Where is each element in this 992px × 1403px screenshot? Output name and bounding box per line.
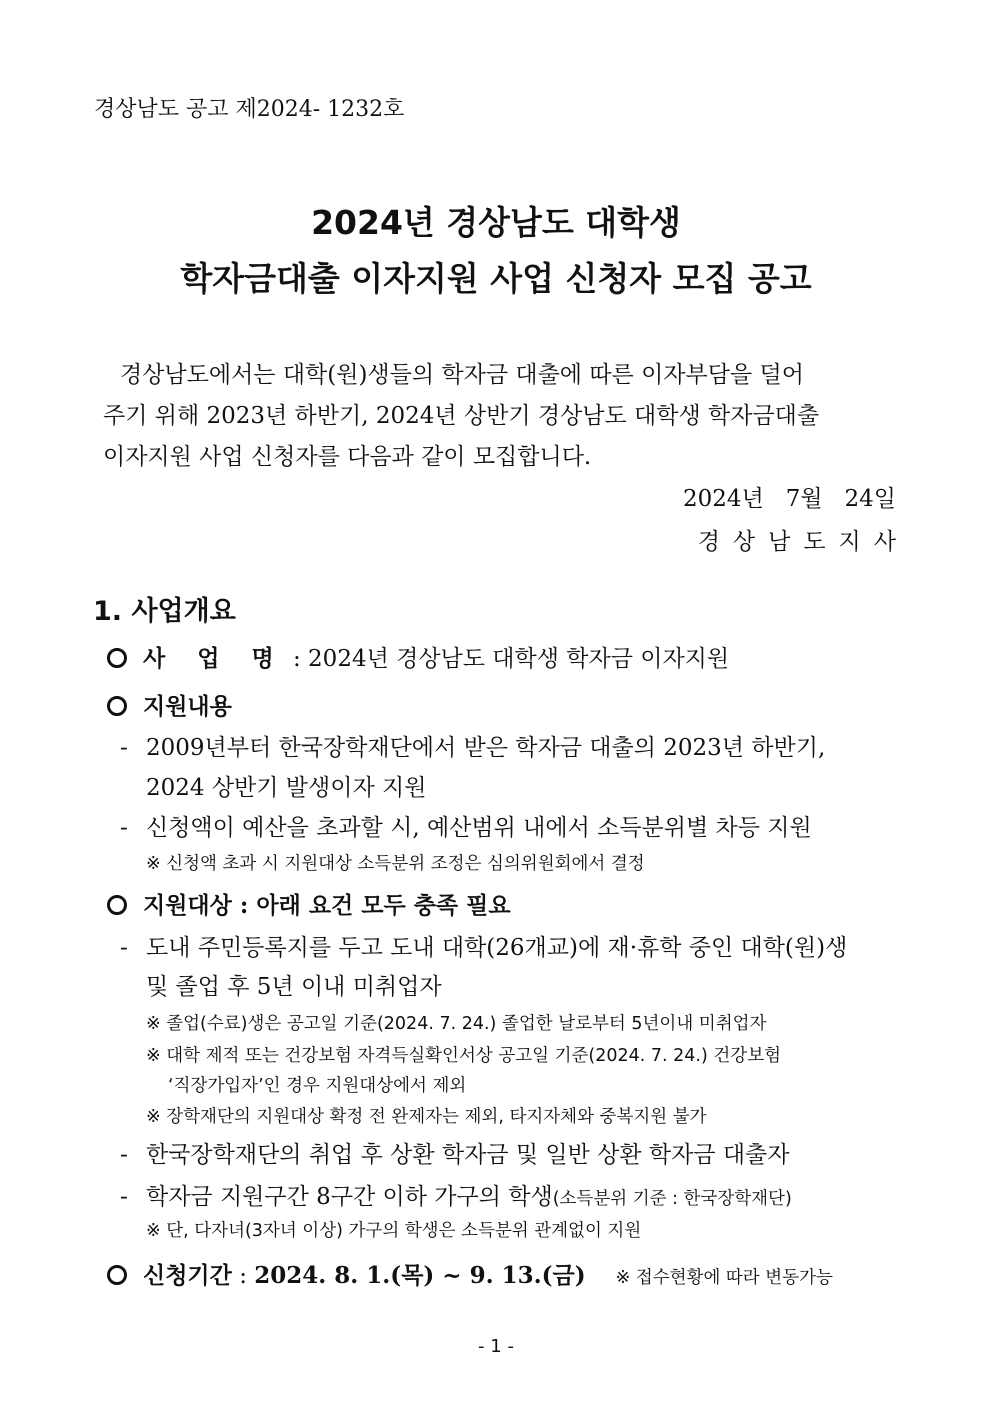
period-separator: : [239,1263,247,1289]
target-item-1-note1: ※ 졸업(수료)생은 공고일 기준(2024. 7. 24.) 졸업한 날로부터 5년이내 미취업자 [146,1014,767,1034]
dash-bullet: - [120,1142,128,1168]
project-name-row [107,640,729,673]
period-note: ※ 접수현황에 따라 변동가능 [615,1268,833,1288]
period-label: 신청기간 [143,1262,232,1289]
dash-bullet: - [120,1184,128,1210]
support-item-2 [120,809,812,842]
target-item-3-note: ※ 단, 다자녀(3자녀 이상) 가구의 학생은 소득분위 관계없이 지원 [146,1221,642,1241]
support-item-1-line2: 2024 상반기 발생이자 지원 [146,775,427,801]
issuer-governor: 경상남도지사 [697,529,909,555]
circle-bullet-icon [107,648,127,668]
dash-bullet: - [120,815,128,841]
notice-number: 경상남도 공고 제2024- 1232호 [94,97,405,122]
support-item-1 [120,729,825,762]
target-item-1-note2-line2: ‘직장가입자’인 경우 지원대상에서 제외 [168,1076,467,1096]
target-item-1 [120,929,847,962]
announcement-date: 2024년 7월 24일 [683,486,896,512]
project-name-value: 2024년 경상남도 대학생 학자금 이자지원 [308,646,730,672]
dash-bullet: - [120,735,128,761]
period-row [107,1257,833,1290]
period-value: 2024. 8. 1.(목) ~ 9. 13.(금) [254,1262,586,1289]
target-item-3-paren: (소득분위 기준 : 한국장학재단) [552,1189,792,1209]
support-content-row [107,688,232,721]
target-item-1-note2-line1: ※ 대학 제적 또는 건강보험 자격득실확인서상 공고일 기준(2024. 7. 24.) 건강보험 [146,1046,782,1066]
circle-bullet-icon [107,696,127,716]
dash-bullet: - [120,935,128,961]
section-heading-overview: 1. 사업개요 [93,596,236,627]
target-item-1-line1: 도내 주민등록지를 두고 도내 대학(26개교)에 재·휴학 중인 대학(원)생 [146,935,848,961]
target-item-1-note3: ※ 장학재단의 지원대상 확정 전 완제자는 제외, 타지자체와 중복지원 불가 [146,1107,707,1127]
support-item-1-line1: 2009년부터 한국장학재단에서 받은 학자금 대출의 2023년 하반기, [146,735,826,761]
page-title-line1: 2024년 경상남도 대학생 [311,203,681,242]
circle-bullet-icon [107,895,127,915]
support-content-label: 지원내용 [143,693,232,720]
project-name-label: 사 업 명 [143,645,286,672]
circle-bullet-icon [107,1265,127,1285]
target-item-2 [120,1136,789,1169]
target-item-2-text: 한국장학재단의 취업 후 상환 학자금 및 일반 상환 학자금 대출자 [146,1142,790,1168]
intro-line2: 주기 위해 2023년 하반기, 2024년 상반기 경상남도 대학생 학자금대출 [103,403,820,429]
page-number: - 1 - [478,1336,514,1357]
target-item-3 [120,1178,792,1211]
page-title-line2: 학자금대출 이자지원 사업 신청자 모집 공고 [180,259,812,298]
support-content-note: ※ 신청액 초과 시 지원대상 소득분위 조정은 심의위원회에서 결정 [146,854,645,874]
intro-line1: 경상남도에서는 대학(원)생들의 학자금 대출에 따른 이자부담을 덜어 [120,362,804,388]
target-label: 지원대상 : 아래 요건 모두 충족 필요 [143,892,511,919]
support-item-2-line1: 신청액이 예산을 초과할 시, 예산범위 내에서 소득분위별 차등 지원 [146,815,812,841]
target-row [107,887,511,920]
target-item-3-text: 학자금 지원구간 8구간 이하 가구의 학생 [146,1184,553,1210]
project-name-separator: : [292,646,301,672]
intro-line3: 이자지원 사업 신청자를 다음과 같이 모집합니다. [103,444,592,470]
target-item-1-line2: 및 졸업 후 5년 이내 미취업자 [146,974,442,1000]
